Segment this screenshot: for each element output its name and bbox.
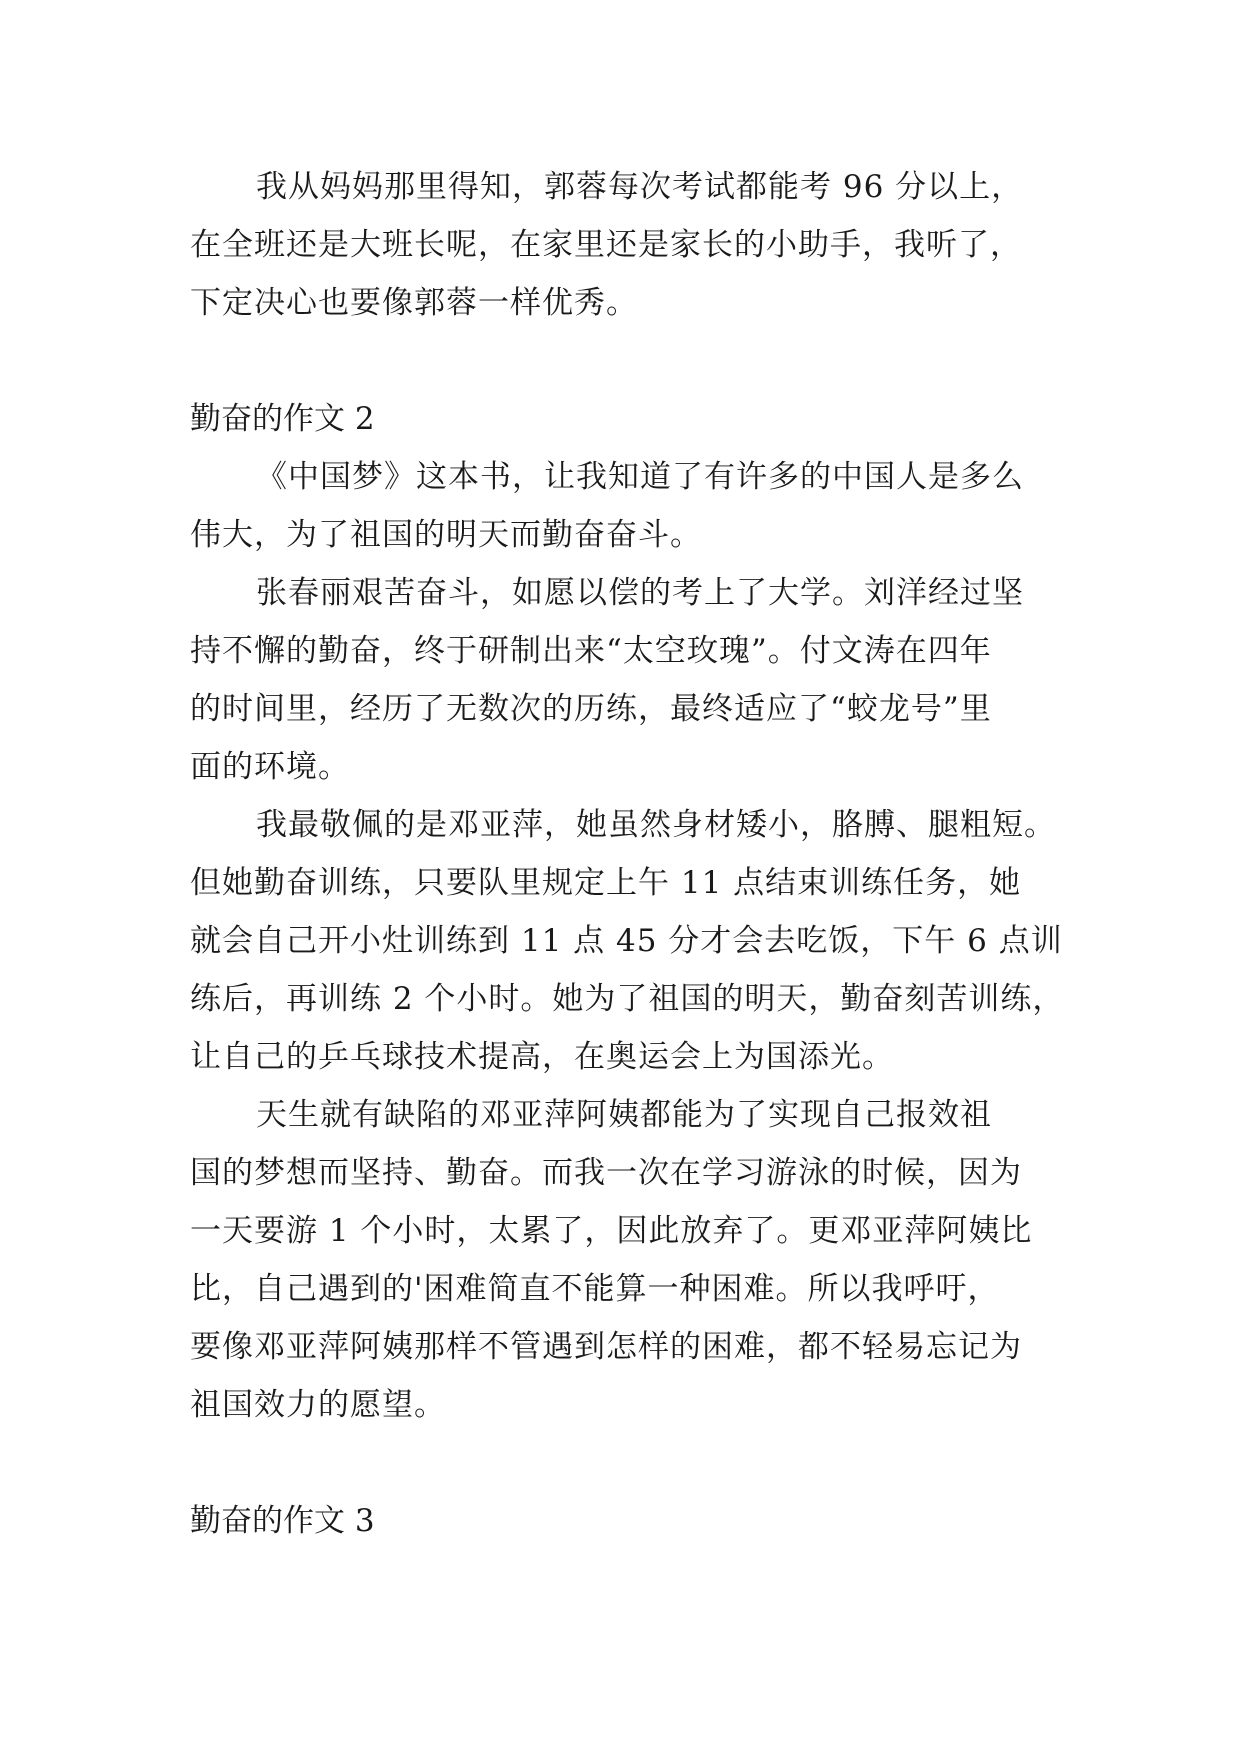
text-line: 伟大，为了祖国的明天而勤奋奋斗。 <box>190 517 702 553</box>
text-line: 下定决心也要像郭蓉一样优秀。 <box>190 285 638 321</box>
text-line: 一天要游 1 个小时，太累了，因此放弃了。更邓亚萍阿姨比 <box>190 1213 1033 1249</box>
paragraph-spacer <box>190 1434 1070 1492</box>
text-line: 在全班还是大班长呢，在家里还是家长的小助手，我听了， <box>190 227 1022 263</box>
essay-2-title: 勤奋的作文 2 <box>190 401 375 437</box>
essay-3-title: 勤奋的作文 3 <box>190 1503 375 1539</box>
essay-2-paragraph-1 <box>190 448 1070 564</box>
essay-2-paragraph-2 <box>190 564 1070 796</box>
essay-2-paragraph-4 <box>190 1086 1070 1434</box>
document-body <box>190 158 1070 1550</box>
essay-2-paragraph-3 <box>190 796 1070 1086</box>
essay-1-tail-paragraph <box>190 158 1070 332</box>
text-line: 但她勤奋训练，只要队里规定上午 11 点结束训练任务，她 <box>190 865 1022 901</box>
text-line: 就会自己开小灶训练到 11 点 45 分才会去吃饭，下午 6 点训 <box>190 923 1063 959</box>
text-line: 面的环境。 <box>190 749 350 785</box>
text-line: 国的梦想而坚持、勤奋。而我一次在学习游泳的时候，因为 <box>190 1155 1022 1191</box>
text-line: 天生就有缺陷的邓亚萍阿姨都能为了实现自己报效祖 <box>256 1097 992 1133</box>
text-line: 的时间里，经历了无数次的历练，最终适应了“蛟龙号”里 <box>190 691 992 727</box>
paragraph-spacer <box>190 332 1070 390</box>
text-line: 让自己的乒乓球技术提高，在奥运会上为国添光。 <box>190 1039 894 1075</box>
text-line: 要像邓亚萍阿姨那样不管遇到怎样的困难，都不轻易忘记为 <box>190 1329 1022 1365</box>
text-line: 练后，再训练 2 个小时。她为了祖国的明天，勤奋刻苦训练， <box>190 981 1065 1017</box>
text-line: 我从妈妈那里得知，郭蓉每次考试都能考 96 分以上， <box>256 169 1024 205</box>
text-line: 祖国效力的愿望。 <box>190 1387 446 1423</box>
text-line: 我最敬佩的是邓亚萍，她虽然身材矮小，胳膊、腿粗短。 <box>256 807 1056 843</box>
text-line: 《中国梦》这本书，让我知道了有许多的中国人是多么 <box>256 459 1024 495</box>
text-line: 持不懈的勤奋，终于研制出来“太空玫瑰”。付文涛在四年 <box>190 633 992 669</box>
text-line: 比，自己遇到的'困难简直不能算一种困难。所以我呼吁， <box>190 1271 1000 1307</box>
text-line: 张春丽艰苦奋斗，如愿以偿的考上了大学。刘洋经过坚 <box>256 575 1024 611</box>
